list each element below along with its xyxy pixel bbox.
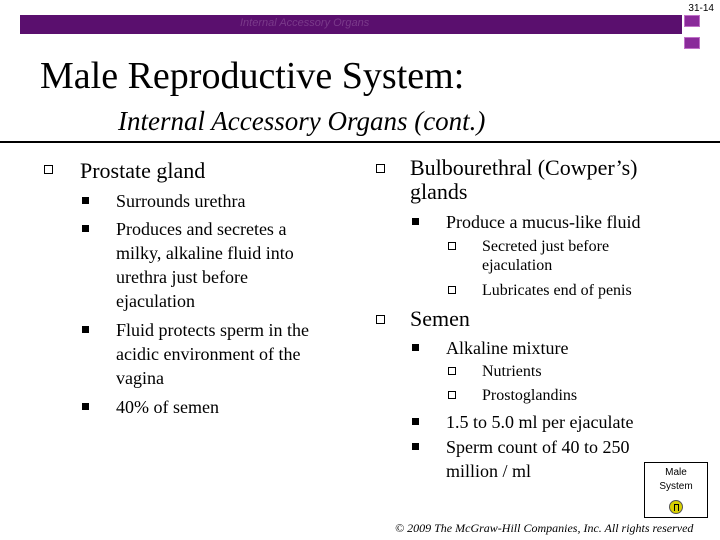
bullet-hollow-icon bbox=[44, 165, 53, 174]
bullet-filled-icon bbox=[82, 403, 89, 410]
semen-detail-1: Nutrients bbox=[482, 363, 542, 380]
bullet-hollow-icon bbox=[448, 286, 456, 294]
copyright-notice: © 2009 The McGraw-Hill Companies, Inc. All rights reserved bbox=[395, 521, 694, 535]
bullet-hollow-icon bbox=[448, 242, 456, 250]
bullet-filled-icon bbox=[412, 418, 419, 425]
bullet-hollow-icon bbox=[376, 164, 385, 173]
bullet-filled-icon bbox=[412, 344, 419, 351]
prostate-item-2: Produces and secretes a milky, alkaline fluid into urethra just before ejaculation bbox=[116, 219, 294, 311]
bulbourethral-detail-1: Secreted just before ejaculation bbox=[482, 238, 610, 274]
semen-sub-2: 1.5 to 5.0 ml per ejaculate bbox=[446, 412, 634, 432]
bulbourethral-heading: Bulbourethral (Cowper’s) glands bbox=[410, 155, 638, 204]
semen-heading: Semen bbox=[410, 306, 470, 331]
bullet-filled-icon bbox=[412, 218, 419, 225]
bullet-hollow-icon bbox=[376, 315, 385, 324]
bullet-hollow-icon bbox=[448, 367, 456, 375]
prostate-item-1: Surrounds urethra bbox=[116, 191, 246, 211]
bulbourethral-sub: Produce a mucus-like fluid bbox=[446, 212, 641, 232]
header-bar bbox=[20, 15, 682, 34]
nav-square-bottom[interactable] bbox=[684, 37, 700, 49]
home-icon[interactable] bbox=[669, 500, 683, 514]
bullet-filled-icon bbox=[82, 225, 89, 232]
prostate-heading: Prostate gland bbox=[80, 158, 206, 183]
slide-subtitle: Internal Accessory Organs (cont.) bbox=[118, 106, 486, 136]
slide-title: Male Reproductive System: bbox=[40, 55, 465, 97]
bullet-filled-icon bbox=[82, 326, 89, 333]
male-system-nav-box[interactable] bbox=[644, 462, 708, 518]
nav-label: Male System bbox=[659, 467, 693, 492]
bullet-filled-icon bbox=[412, 443, 419, 450]
prostate-item-3: Fluid protects sperm in the acidic environment of the vagina bbox=[116, 320, 309, 388]
page-number: 31-14 bbox=[688, 3, 714, 14]
bullet-hollow-icon bbox=[448, 391, 456, 399]
semen-sub-1: Alkaline mixture bbox=[446, 338, 569, 358]
title-divider bbox=[0, 141, 720, 143]
header-bar-text: Internal Accessory Organs bbox=[240, 17, 370, 29]
semen-detail-2: Prostoglandins bbox=[482, 387, 578, 404]
bulbourethral-detail-2: Lubricates end of penis bbox=[482, 282, 632, 299]
bullet-filled-icon bbox=[82, 197, 89, 204]
semen-sub-3: Sperm count of 40 to 250 million / ml bbox=[446, 437, 630, 481]
nav-square-top[interactable] bbox=[684, 15, 700, 27]
prostate-item-4: 40% of semen bbox=[116, 397, 219, 417]
